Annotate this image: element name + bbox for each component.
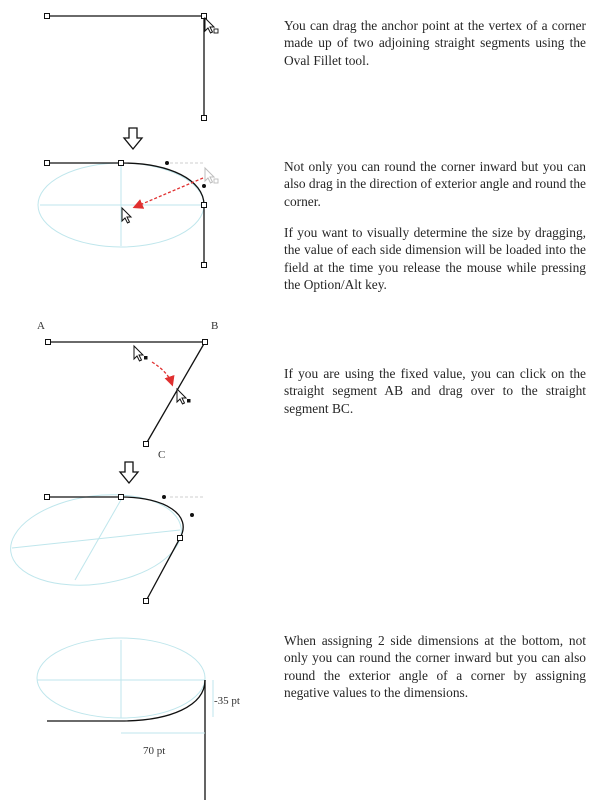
cursor-icon [177, 389, 191, 404]
label-point-a: A [37, 320, 45, 332]
anchor-point[interactable] [119, 495, 124, 500]
anchor-point[interactable] [202, 116, 207, 121]
diagram-corner-drag [45, 14, 219, 121]
drag-arrow [135, 178, 203, 207]
anchor-point[interactable] [202, 263, 207, 268]
cursor-icon [205, 18, 218, 33]
handle-point[interactable] [162, 495, 166, 499]
handle-point[interactable] [165, 161, 169, 165]
handle-point[interactable] [202, 184, 206, 188]
dimension-label-vertical: -35 pt [214, 695, 240, 707]
cursor-icon [122, 208, 131, 223]
cursor-icon [134, 346, 148, 361]
diagram-negative-dimensions [37, 638, 240, 800]
anchor-point[interactable] [45, 161, 50, 166]
down-arrow-icon [124, 128, 142, 149]
paragraph-round-exterior: Not only you can round the corner inward but you can also drag in the direction of exterior angle and round the corner. [284, 159, 586, 209]
diagram-fixed-value [37, 320, 218, 461]
label-point-b: B [211, 320, 219, 332]
paragraph-option-alt: If you want to visually determine the size by dragging, the value of each side dimension will be loaded into the field at the time you release the mouse while pressing the Option/Alt key. [284, 225, 586, 292]
anchor-point[interactable] [178, 536, 183, 541]
segment-bc [146, 342, 205, 444]
diagram-fixed-result [5, 484, 205, 603]
anchor-point-a[interactable] [46, 340, 51, 345]
paragraph-corner-drag: You can drag the anchor point at the vertex of a corner made up of two adjoining straight segments using the Oval Fillet tool. [284, 18, 586, 68]
anchor-point[interactable] [144, 599, 149, 604]
anchor-point[interactable] [202, 203, 207, 208]
dimension-label-horizontal: 70 pt [143, 745, 166, 757]
down-arrow-icon [120, 462, 138, 483]
anchor-point-b[interactable] [203, 340, 208, 345]
fillet-curve [47, 497, 183, 601]
anchor-point[interactable] [119, 161, 124, 166]
paragraph-negative-dimensions: When assigning 2 side dimensions at the bottom, not only you can round the corner inward but you can also round the exterior angle of a corner by assigning negative values to the dimensions. [284, 633, 586, 700]
drag-arrow [152, 362, 172, 384]
exterior-fillet-curve [47, 680, 205, 721]
handle-point[interactable] [190, 513, 194, 517]
anchor-point[interactable] [45, 495, 50, 500]
guide-line [75, 498, 122, 580]
guide-line [12, 530, 180, 548]
label-point-c: C [158, 449, 166, 461]
anchor-point-c[interactable] [144, 442, 149, 447]
anchor-point-vertex[interactable] [202, 14, 207, 19]
anchor-point[interactable] [45, 14, 50, 19]
diagram-round-exterior [38, 161, 218, 268]
paragraph-fixed-value: If you are using the fixed value, you can click on the straight segment AB and drag over to the straight segment BC. [284, 366, 586, 416]
guide-ellipse [5, 484, 188, 595]
ghost-cursor-icon [205, 168, 218, 183]
